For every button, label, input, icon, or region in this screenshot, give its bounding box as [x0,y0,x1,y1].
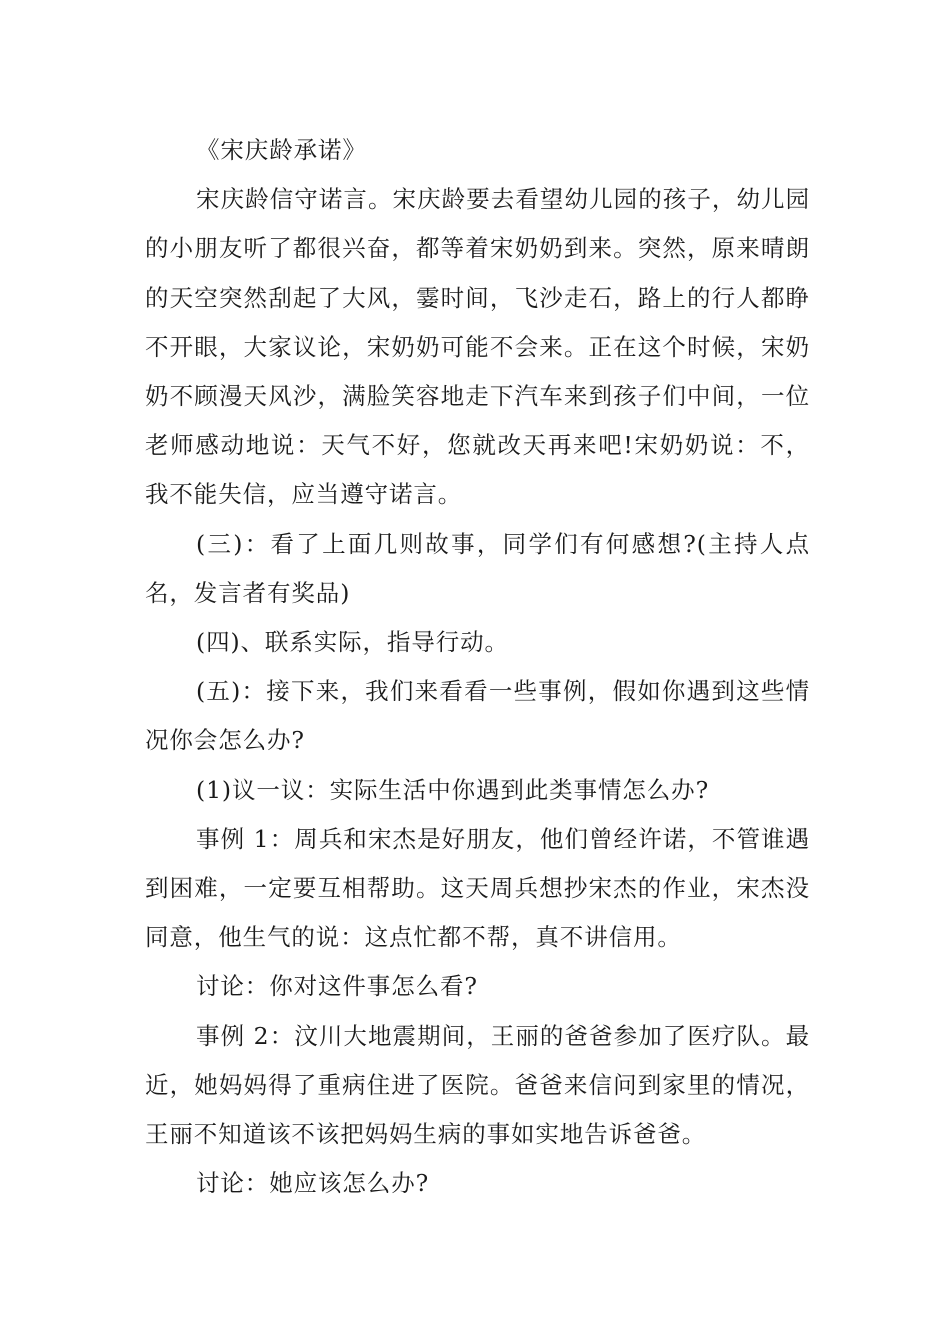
paragraph-example-1: 事例 1：周兵和宋杰是好朋友，他们曾经许诺，不管谁遇到困难，一定要互相帮助。这天周兵想抄宋杰的作业，宋杰没同意，他生气的说：这点忙都不帮，真不讲信用。 [145,824,810,952]
paragraph-discuss-prompt: (1)议一议：实际生活中你遇到此类事情怎么办? [196,775,710,804]
story-title: 《宋庆龄承诺》 [196,136,367,164]
paragraph-discussion-2: 讨论：她应该怎么办? [196,1169,430,1198]
document-body [145,126,810,1208]
paragraph-example-2: 事例 2：汶川大地震期间，王丽的爸爸参加了医疗队。最近，她妈妈得了重病住进了医院。爸爸来信问到家里的情况，王丽不知道该不该把妈妈生病的事如实地告诉爸爸。 [145,1021,810,1149]
paragraph-story: 宋庆龄信守诺言。宋庆龄要去看望幼儿园的孩子，幼儿园的小朋友听了都很兴奋，都等着宋奶奶到来。突然，原来晴朗的天空突然刮起了大风，霎时间，飞沙走石，路上的行人都睁不开眼，大家议论，宋奶奶可能不会来。正在这个时候，宋奶奶不顾漫天风沙，满脸笑容地走下汽车来到孩子们中间，一位老师感动地说：天气不好，您就改天再来吧!宋奶奶说：不，我不能失信，应当遵守诺言。 [145,185,810,509]
paragraph-step-three: (三)：看了上面几则故事，同学们有何感想?(主持人点名，发言者有奖品) [145,529,810,607]
paragraph-step-five: (五)：接下来，我们来看看一些事例，假如你遇到这些情况你会怎么办? [145,677,810,755]
paragraph-discussion-1: 讨论：你对这件事怎么看? [196,972,478,1001]
paragraph-step-four: (四)、联系实际，指导行动。 [196,628,509,657]
